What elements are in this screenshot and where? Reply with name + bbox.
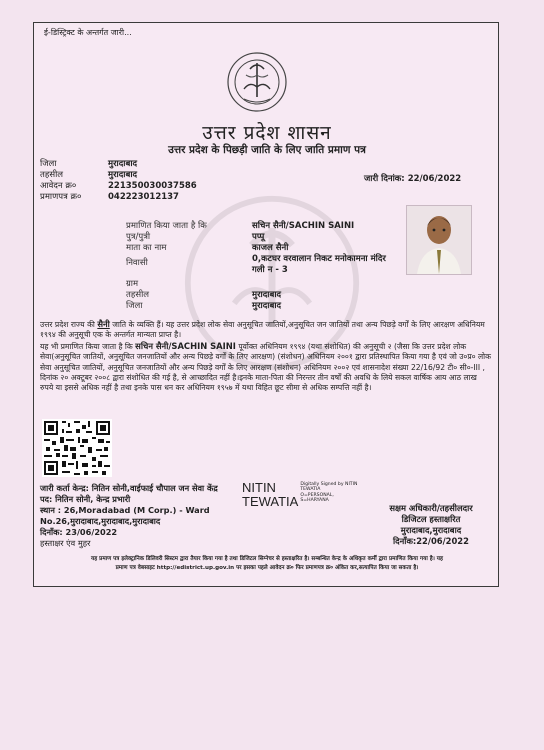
detail-row bbox=[126, 221, 400, 232]
application-number: 221350030037586 bbox=[108, 181, 197, 191]
signature-info-line: TEWATIA bbox=[300, 487, 321, 493]
issuer-place-line2: No.26,मुरादाबाद,मुरादाबाद,मुरादाबाद bbox=[40, 516, 161, 526]
certificate-meta bbox=[40, 159, 197, 203]
footer-line: प्रमाण पत्र वेबसाइट http://edistrict.up.gov.in पर इसका पहले आवेदन क्र० फिर प्रमाणपत्र क्र० अंकित कर,सत्यापित किया जा सकता है। bbox=[115, 565, 419, 571]
detail-label: जिला bbox=[126, 301, 143, 311]
authority-location: मुरादाबाद,मुरादाबाद bbox=[400, 525, 462, 535]
meta-district bbox=[40, 159, 197, 170]
qr-code bbox=[42, 419, 112, 477]
detail-value: सचिन सैनी/SACHIN SAINI bbox=[252, 221, 355, 231]
footer-line: यह प्रमाण पत्र इलेक्ट्रानिक डिलिवरी सिस्टम द्वारा तैयार किया गया है तथा डिजिटल सिग्नेचर से हस्ताक्षरित है। सम्बन्धित केन्द्र के अधिकृत कर्मी द्वारा प्रमाणित किया गया है। यह bbox=[90, 556, 443, 562]
para2-text-a: यह भी प्रमाणित किया जाता है कि bbox=[40, 341, 133, 351]
meta-tehsil bbox=[40, 170, 197, 181]
caste-certificate bbox=[33, 22, 499, 587]
digital-signature bbox=[242, 481, 370, 509]
detail-value: 0,कटघर वरवालान निकट मनोकामना मंदिर गली न - 3 bbox=[252, 254, 386, 275]
detail-value: मुरादाबाद bbox=[252, 290, 282, 300]
issuer-place: स्थान : 26,Moradabad (M Corp.) - Ward bbox=[40, 505, 210, 515]
signature-info-line: S=HARYANA bbox=[300, 498, 329, 504]
issue-date-value: 22/06/2022 bbox=[407, 174, 462, 184]
meta-certificate bbox=[40, 192, 197, 203]
signer-name-line2: TEWATIA bbox=[242, 494, 299, 509]
document-subtitle: उत्तर प्रदेश के पिछड़ी जाति के लिए जाति प्रमाण पत्र bbox=[168, 144, 366, 156]
detail-value bbox=[252, 279, 400, 290]
authority-block bbox=[366, 503, 496, 547]
para1-text-a: उत्तर प्रदेश राज्य की bbox=[40, 320, 95, 329]
authority-digital-label: डिजिटल हस्ताक्षरित bbox=[401, 514, 461, 524]
issue-date-label: जारी दिनांक: bbox=[364, 174, 405, 184]
issuer-post: पद: नितिन सोनी, केन्द्र प्रभारी bbox=[40, 494, 131, 504]
tehsil-value: मुरादाबाद bbox=[108, 170, 138, 180]
signature-info-line: O=PERSONAL, bbox=[300, 492, 334, 498]
detail-value: पप्पू bbox=[252, 232, 265, 242]
authority-date: दिनाँक:22/06/2022 bbox=[393, 536, 469, 546]
signature-info-line: Digitally Signed by NITIN bbox=[300, 482, 358, 487]
district-label: जिला bbox=[40, 159, 57, 169]
edistrict-note: ई-डिस्ट्रिक्ट के अन्तर्गत जारी... bbox=[44, 28, 132, 37]
detail-value: काजल सैनी bbox=[252, 243, 289, 253]
applicant-photo bbox=[406, 205, 472, 275]
applicant-details bbox=[126, 221, 400, 312]
detail-label: पुत्र/पुत्री bbox=[126, 232, 151, 242]
detail-row bbox=[126, 232, 400, 243]
detail-value: मुरादाबाद bbox=[252, 301, 282, 311]
district-value: मुरादाबाद bbox=[108, 159, 138, 169]
issue-date bbox=[364, 173, 461, 184]
detail-label: माता का नाम bbox=[126, 243, 167, 253]
certificate-number: 042223012137 bbox=[108, 192, 179, 202]
certificate-label: प्रमाणपत्र क्र० bbox=[40, 192, 82, 202]
authority-title: सक्षम अधिकारी/तहसीलदार bbox=[389, 503, 473, 513]
up-government-emblem-icon bbox=[226, 51, 288, 113]
verification-footer bbox=[34, 555, 499, 573]
detail-row bbox=[126, 254, 400, 276]
detail-label: निवासी bbox=[126, 258, 148, 268]
application-label: आवेदन क्र० bbox=[40, 181, 77, 191]
caste-name: सैनी bbox=[97, 319, 110, 329]
certificate-paragraph bbox=[40, 319, 492, 394]
detail-row bbox=[126, 290, 400, 301]
para1-text-b: जाति के व्यक्ति हैं। यह उत्तर प्रदेश लोक सेवा अनुसूचित जातियों,अनुसूचित जन जातियों तथा अन्य पिछड़े वर्गों के लिए आरक्षण अधिनियम १९९४ की अनुसूची एक के अन्तर्गत मान्यता प्राप्त है। bbox=[40, 320, 485, 340]
detail-row bbox=[126, 301, 400, 312]
issuer-date: दिनाँक: 23/06/2022 bbox=[40, 527, 118, 537]
detail-row bbox=[126, 279, 400, 290]
detail-label: ग्राम bbox=[126, 279, 139, 289]
signer-name bbox=[242, 481, 298, 509]
tehsil-label: तहसील bbox=[40, 170, 64, 180]
signer-name-line1: NITIN bbox=[242, 480, 276, 495]
detail-label: तहसील bbox=[126, 290, 150, 300]
signature-and-seal-label: हस्ताक्षर एंव मुहर bbox=[40, 538, 91, 548]
meta-application bbox=[40, 181, 197, 192]
para2-text-b: पूर्वोक्त अधिनियम १९९४ (यथा संशोधित) की अनुसूची २ (जैसा कि उत्तर प्रदेश लोक सेवा(अनुसूचित जातियों, अनुसूचित जनजातियों और अन्य पिछड़े वर्गों के लिए आरक्षण) (संशोधन) अधिनियम २००१ द्वारा प्रतिस्थापित किया गया है एवं जो उ०प्र० लोक सेवा अनुसूचित जातियों, अनुसूचित जनजातियों और अन्य पिछड़े वर्गों के लिए आरक्षण (संशोधन) अधिनियम २००२ एवं शासनादेश संख्या 22/16/92 टी० सी०-III , दिनांक २० अक्टूबर २००८ द्वारा संशोधित की गई है, से आच्छादित नहीं है।इनके माता-पिता की निरन्तर तीन वर्षों की अवधि के लिये सकल वार्षिक आय आठ लाख रुपये या इससे अधिक नहीं है तथा इनके पास धन कर अधिनियम १९५७ में यथा विहित छूट सीमा से अधिक सम्पत्ति नहीं है। bbox=[40, 341, 491, 393]
applicant-name: सचिन सैनी/SACHIN SAINI bbox=[135, 340, 236, 351]
detail-row bbox=[126, 243, 400, 254]
detail-label: प्रमाणित किया जाता है कि bbox=[126, 221, 207, 231]
issuer-center: जारी कर्ता केन्द्र: नितिन सोनी,वाईफाई चौपाल जन सेवा केंद्र bbox=[40, 483, 218, 493]
signature-info bbox=[300, 482, 370, 504]
document-title: उत्तर प्रदेश शासन bbox=[202, 122, 332, 144]
